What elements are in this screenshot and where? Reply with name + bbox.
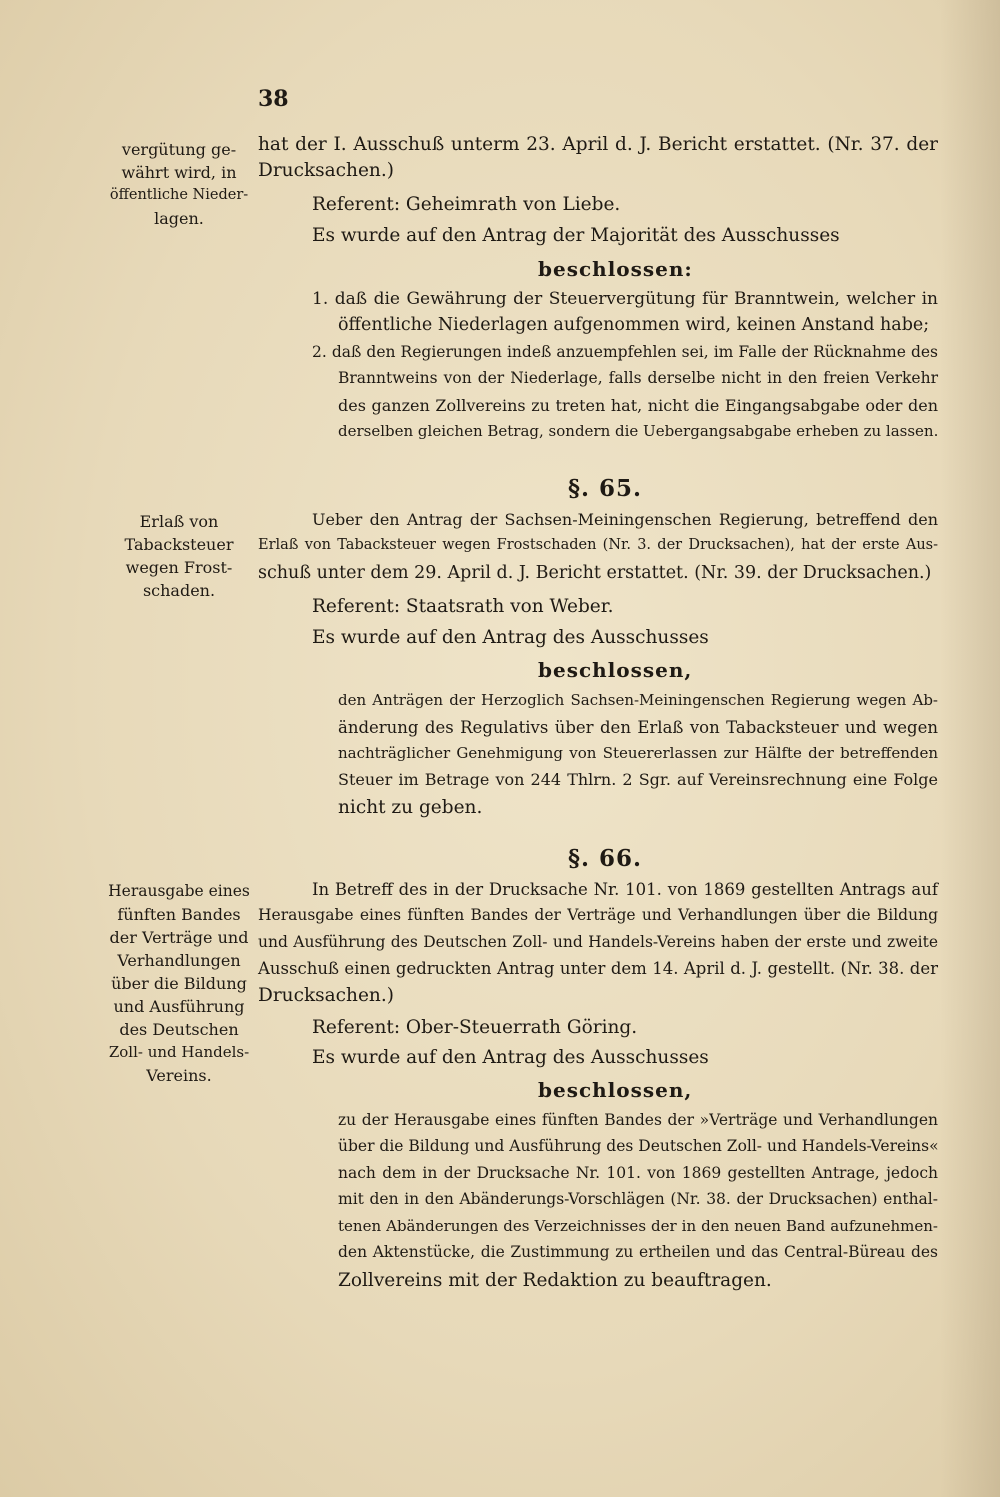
referent-line: Referent: Ober-Steuerrath Göring. (312, 1017, 638, 1038)
margin-note-3 (108, 880, 250, 1087)
motion-line: Es wurde auf den Antrag des Ausschusses (312, 627, 709, 648)
margin-note-line: Herausgabe eines (108, 882, 250, 900)
referent-line: Referent: Geheimrath von Liebe. (312, 194, 621, 215)
resolution-line: änderung des Regulativs über den Erlaß von Tabacksteuer und wegen (338, 718, 938, 737)
resolution-line: den Anträgen der Herzoglich Sachsen-Meiningenschen Regierung wegen Ab- (338, 691, 938, 709)
margin-note-line: öffentliche Nieder- (109, 187, 249, 203)
section-heading-66: §. 66. (568, 845, 643, 872)
resolution-line: Zollvereins mit der Redaktion zu beauftragen. (338, 1270, 772, 1291)
margin-note-line: schaden. (142, 581, 216, 600)
section-heading-65: §. 65. (568, 475, 643, 502)
resolved-heading: beschlossen: (538, 257, 693, 281)
margin-note-line: Zoll- und Handels- (108, 1043, 250, 1061)
body-line: und Ausführung des Deutschen Zoll- und Handels-Vereins haben der erste und zweite (258, 933, 938, 951)
list-item-line: des ganzen Zollvereins zu treten hat, nicht die Eingangsabgabe oder den (338, 396, 938, 415)
margin-note-line: vergütung ge- (121, 140, 237, 159)
resolution-line: nach dem in der Drucksache Nr. 101. von 1869 gestellten Antrage, jedoch (338, 1164, 938, 1182)
resolution-line: mit den in den Abänderungs-Vorschlägen (Nr. 38. der Drucksachen) enthal- (338, 1190, 938, 1208)
margin-note-line: Vereins. (146, 1066, 212, 1085)
body-line: Erlaß von Tabacksteuer wegen Frostschaden (Nr. 3. der Drucksachen), hat der erste Aus- (258, 537, 938, 553)
margin-note-line: Verhandlungen (117, 951, 241, 970)
body-line: Herausgabe eines fünften Bandes der Verträge und Verhandlungen über die Bildung (258, 906, 938, 924)
resolution-line: tenen Abänderungen des Verzeichnisses der in den neuen Band aufzunehmen- (338, 1217, 938, 1235)
motion-line: Es wurde auf den Antrag der Majorität des Ausschusses (312, 225, 840, 246)
margin-note-line: Erlaß von (139, 512, 219, 531)
margin-note-line: fünften Bandes (117, 905, 241, 924)
resolution-line: nicht zu geben. (338, 797, 483, 818)
resolution-line: zu der Herausgabe eines fünften Bandes der »Verträge und Verhandlungen (338, 1111, 938, 1129)
margin-note-line: Tabacksteuer (124, 535, 234, 554)
resolution-line: den Aktenstücke, die Zustimmung zu ertheilen und das Central-Büreau des (338, 1243, 938, 1261)
body-line: In Betreff des in der Drucksache Nr. 101. von 1869 gestellten Antrags auf (312, 880, 938, 899)
page-edge-shadow (940, 0, 1000, 1497)
margin-note-line: über die Bildung (111, 974, 247, 993)
list-item-line: Branntweins von der Niederlage, falls derselbe nicht in den freien Verkehr (338, 369, 938, 387)
margin-note-line: der Verträge und (109, 928, 249, 947)
margin-note-line: währt wird, in (121, 163, 237, 182)
referent-line: Referent: Staatsrath von Weber. (312, 596, 614, 617)
resolved-heading: beschlossen, (538, 1078, 693, 1102)
body-line: Drucksachen.) (258, 160, 394, 181)
margin-note-line: wegen Frost- (125, 558, 233, 577)
page-number: 38 (258, 86, 289, 112)
body-line: Drucksachen.) (258, 985, 394, 1006)
motion-line: Es wurde auf den Antrag des Ausschusses (312, 1047, 709, 1068)
resolution-line: über die Bildung und Ausführung des Deutschen Zoll- und Handels-Vereins« (338, 1137, 939, 1155)
resolved-heading: beschlossen, (538, 658, 693, 682)
body-line: hat der I. Ausschuß unterm 23. April d. J. Bericht erstattet. (Nr. 37. der (258, 134, 938, 155)
margin-note-2 (108, 510, 250, 602)
margin-note-line: des Deutschen (119, 1020, 239, 1039)
resolution-line: Steuer im Betrage von 244 Thlrn. 2 Sgr. auf Vereinsrechnung eine Folge (338, 770, 938, 789)
body-line: Ausschuß einen gedruckten Antrag unter dem 14. April d. J. gestellt. (Nr. 38. der (258, 959, 938, 978)
list-item-line: derselben gleichen Betrag, sondern die Uebergangsabgabe erheben zu lassen. (338, 422, 939, 440)
body-line: schuß unter dem 29. April d. J. Bericht erstattet. (Nr. 39. der Drucksachen.) (258, 563, 932, 583)
margin-note-line: lagen. (154, 209, 204, 228)
margin-note-1 (108, 138, 250, 230)
list-item-line: öffentliche Niederlagen aufgenommen wird, keinen Anstand habe; (338, 315, 930, 335)
list-item-line: 1. daß die Gewährung der Steuervergütung für Branntwein, welcher in (312, 289, 938, 309)
list-item-line: 2. daß den Regierungen indeß anzuempfehlen sei, im Falle der Rücknahme des (312, 343, 938, 361)
body-line: Ueber den Antrag der Sachsen-Meiningenschen Regierung, betreffend den (312, 510, 938, 529)
resolution-line: nachträglicher Genehmigung von Steuererlassen zur Hälfte der betreffenden (338, 744, 938, 762)
margin-note-line: und Ausführung (113, 997, 245, 1016)
